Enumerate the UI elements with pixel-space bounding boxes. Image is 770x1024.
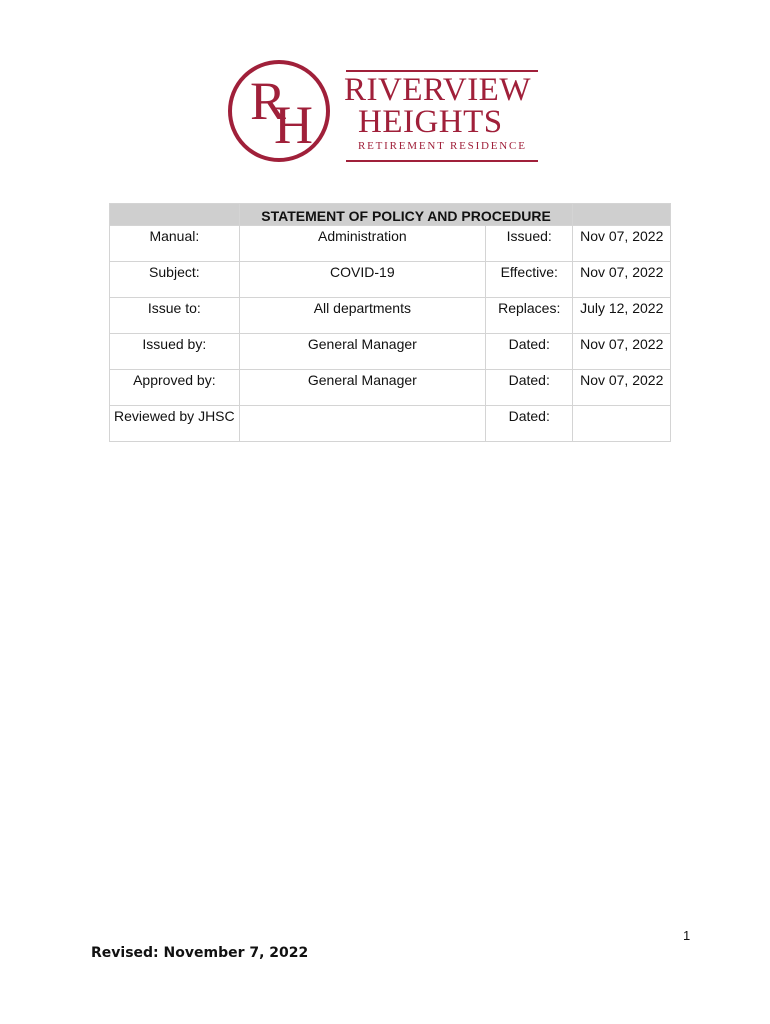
row-date: Nov 07, 2022: [573, 334, 671, 370]
row-label: Approved by:: [110, 370, 240, 406]
logo-tagline: RETIREMENT RESIDENCE: [358, 140, 527, 152]
row-label: Subject:: [110, 262, 240, 298]
revised-date: Revised: November 7, 2022: [91, 945, 309, 961]
row-label: Manual:: [110, 226, 240, 262]
policy-table: [109, 203, 671, 442]
row-date: Nov 07, 2022: [573, 262, 671, 298]
riverview-heights-logo: [228, 60, 540, 172]
table-row: [110, 226, 671, 262]
header-cell-empty-right: [573, 204, 671, 226]
row-label: Issue to:: [110, 298, 240, 334]
row-date: Nov 07, 2022: [573, 370, 671, 406]
table-row: [110, 370, 671, 406]
policy-title: STATEMENT OF POLICY AND PROCEDURE: [239, 204, 573, 226]
row-date-label: Dated:: [486, 370, 573, 406]
row-value: General Manager: [239, 370, 485, 406]
table-row: [110, 262, 671, 298]
row-date: July 12, 2022: [573, 298, 671, 334]
page-number: 1: [683, 928, 691, 943]
row-value: COVID-19: [239, 262, 485, 298]
row-value: Administration: [239, 226, 485, 262]
table-row: [110, 298, 671, 334]
row-date: [573, 406, 671, 442]
monogram-h: H: [274, 95, 305, 155]
header-cell-empty-left: [110, 204, 240, 226]
row-date-label: Dated:: [486, 334, 573, 370]
row-value: General Manager: [239, 334, 485, 370]
table-row: [110, 406, 671, 442]
logo-monogram: [242, 71, 322, 155]
row-value: All departments: [239, 298, 485, 334]
row-date: Nov 07, 2022: [573, 226, 671, 262]
row-label: Reviewed by JHSC: [110, 406, 240, 442]
row-date-label: Dated:: [486, 406, 573, 442]
row-date-label: Replaces:: [486, 298, 573, 334]
row-value: [239, 406, 485, 442]
logo-name-line1: RIVERVIEW: [344, 72, 531, 108]
row-label: Issued by:: [110, 334, 240, 370]
row-date-label: Effective:: [486, 262, 573, 298]
table-row: [110, 334, 671, 370]
monogram-r: R: [250, 71, 279, 131]
policy-table-header: [110, 204, 671, 226]
row-date-label: Issued:: [486, 226, 573, 262]
logo-name-line2: HEIGHTS: [358, 104, 503, 140]
logo-rule-bottom: [346, 160, 538, 162]
